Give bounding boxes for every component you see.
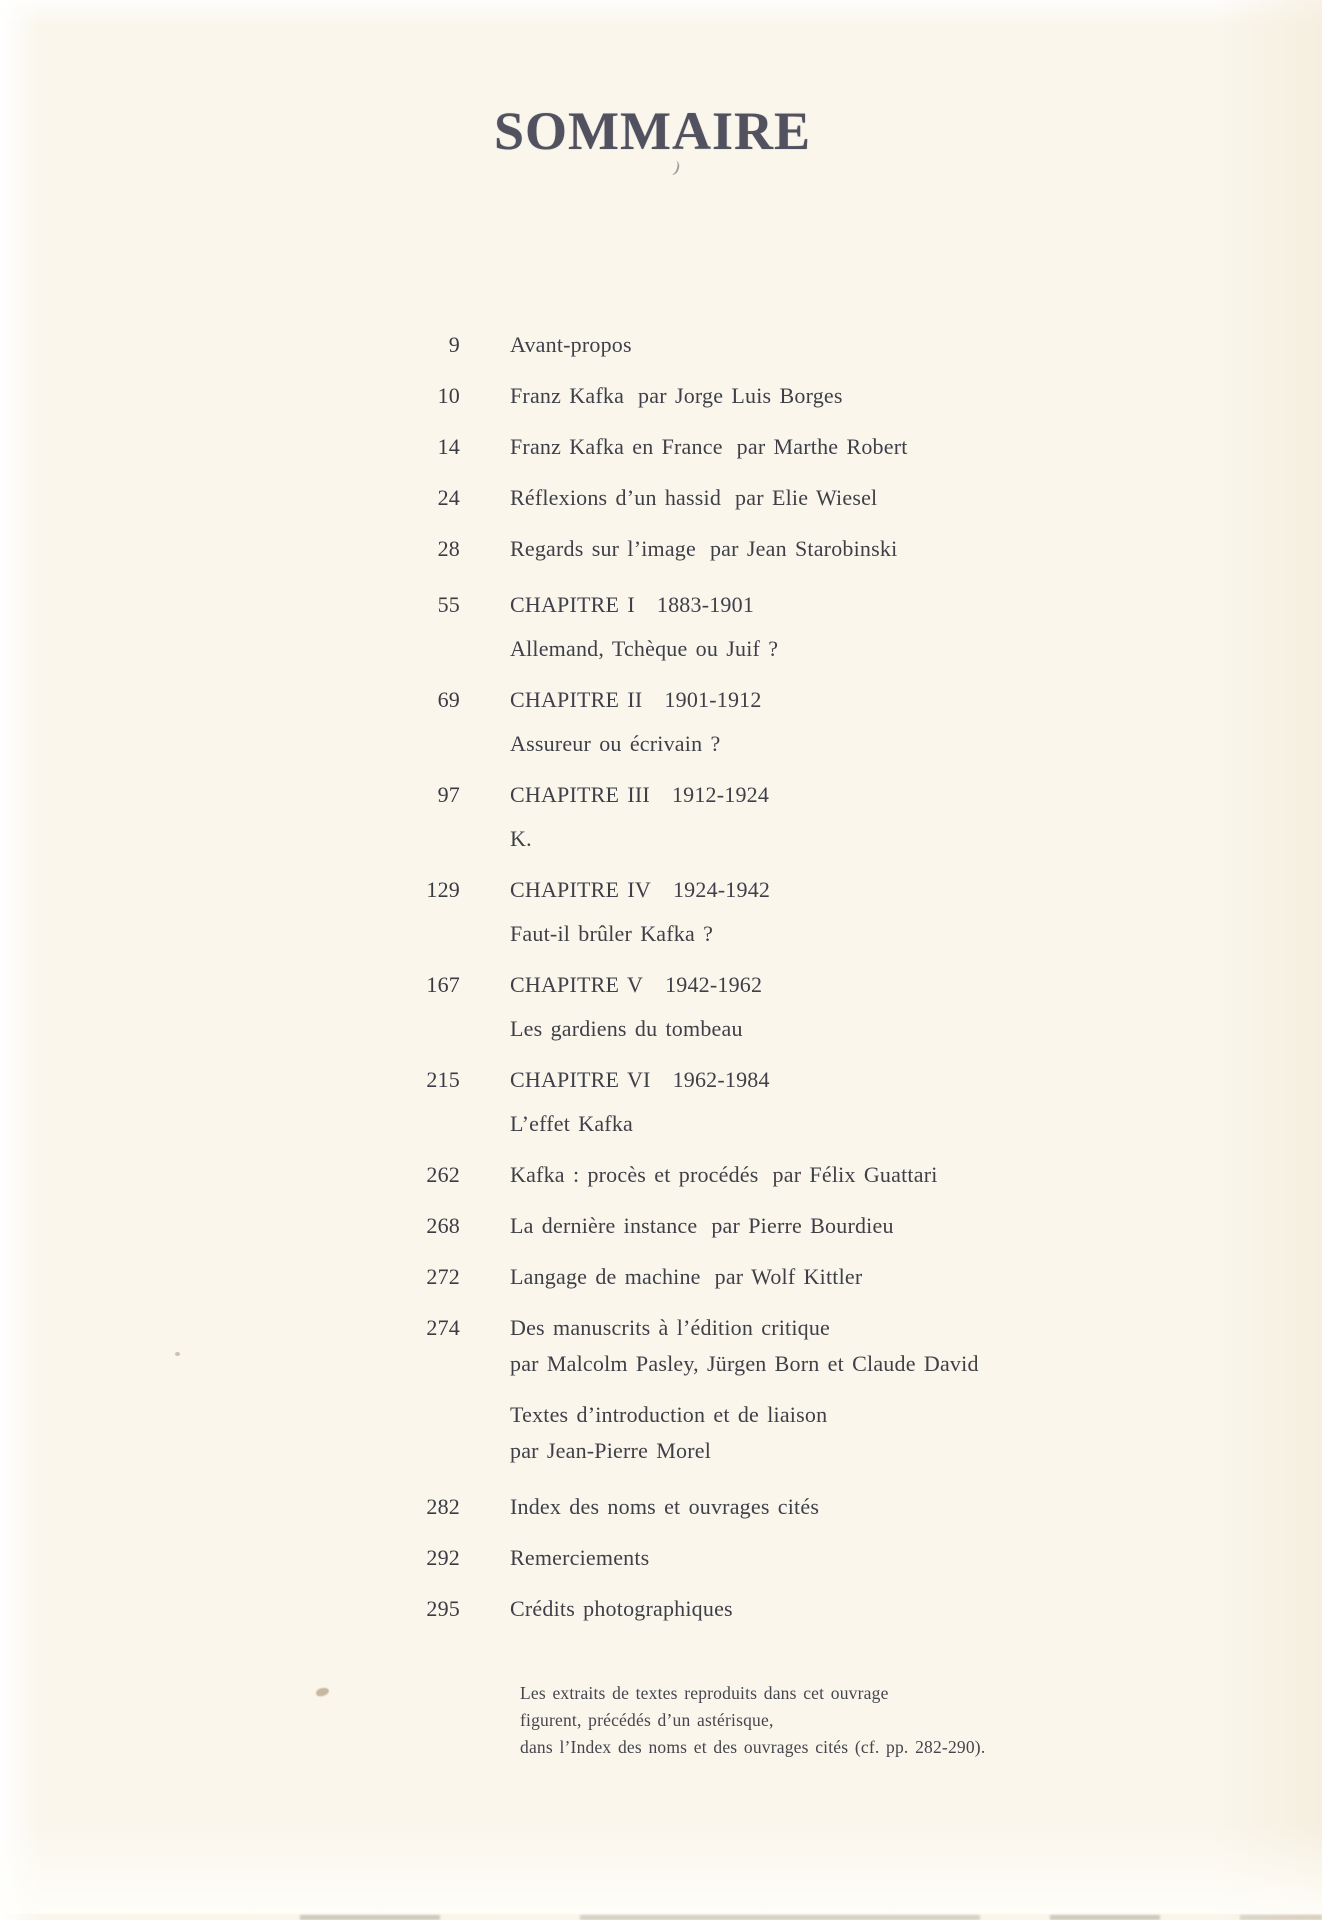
toc-entry-body	[510, 782, 769, 852]
toc-entry-author: par Wolf Kittler	[714, 1264, 863, 1289]
toc-entry-title: Réflexions d’un hassid	[510, 485, 722, 510]
toc-entry-title: Textes d’introduction et de liaison	[510, 1402, 828, 1427]
scan-speck	[666, 159, 681, 177]
toc-entry	[0, 877, 1322, 947]
toc-entry-title: CHAPITRE IV	[510, 877, 651, 902]
toc-page-number: 55	[437, 592, 460, 617]
toc-entry-author: par Félix Guattari	[772, 1162, 938, 1187]
table-of-contents	[0, 332, 1322, 1647]
toc-entry-line	[510, 434, 908, 460]
toc-page-number: 28	[437, 536, 460, 561]
toc-entry-body	[510, 1596, 733, 1622]
toc-entry-line	[510, 383, 843, 409]
toc-entry	[0, 485, 1322, 511]
toc-entry-line	[510, 1162, 938, 1188]
toc-entry-dates: 1883-1901	[656, 592, 755, 617]
toc-page-number: 69	[437, 687, 460, 712]
toc-entry-body	[510, 434, 908, 460]
toc-page-number	[0, 1402, 460, 1464]
toc-page-number: 9	[448, 332, 460, 357]
toc-entry-subtitle: par Malcolm Pasley, Jürgen Born et Claude David	[510, 1351, 979, 1376]
toc-entry-subtitle: L’effet Kafka	[510, 1111, 633, 1136]
toc-entry-body	[510, 1545, 649, 1571]
toc-entry-body	[510, 332, 632, 358]
toc-entry-title: Remerciements	[510, 1545, 650, 1570]
toc-entry	[0, 687, 1322, 757]
toc-page-number: 24	[437, 485, 460, 510]
toc-entry	[0, 1596, 1322, 1622]
toc-entry-dates: 1962-1984	[672, 1067, 770, 1092]
toc-entry-title: CHAPITRE III	[510, 782, 650, 807]
toc-entry-author: par Elie Wiesel	[735, 485, 878, 510]
toc-entry-body	[510, 536, 897, 562]
toc-entry-line	[510, 1545, 649, 1571]
toc-entry	[0, 332, 1322, 358]
toc-entry	[0, 1402, 1322, 1464]
toc-page-number: 215	[426, 1067, 460, 1092]
toc-page-number: 14	[437, 434, 460, 459]
toc-entry-line	[510, 1402, 827, 1428]
toc-entry-subtitle: Les gardiens du tombeau	[510, 1016, 743, 1041]
toc-page-number: 282	[426, 1494, 460, 1519]
toc-entry	[0, 1213, 1322, 1239]
scan-edge-top	[0, 0, 1322, 26]
toc-entry-line	[510, 877, 770, 903]
toc-entry-body	[510, 687, 762, 757]
toc-entry-title: Kafka : procès et procédés	[510, 1162, 759, 1187]
scan-speck	[315, 1686, 330, 1698]
toc-page-number: 262	[426, 1162, 460, 1187]
toc-entry-dates: 1924-1942	[672, 877, 771, 902]
toc-entry-line	[510, 1596, 733, 1622]
toc-page-number: 167	[426, 972, 460, 997]
toc-entry-subtitle: Faut-il brûler Kafka ?	[510, 921, 714, 946]
toc-page-number: 97	[437, 782, 460, 807]
toc-entry	[0, 536, 1322, 562]
toc-entry-title: Franz Kafka	[510, 383, 625, 408]
toc-entry-body	[510, 1494, 819, 1520]
toc-entry-line	[510, 1264, 862, 1290]
toc-entry	[0, 1264, 1322, 1290]
toc-entry	[0, 1545, 1322, 1571]
toc-entry-line	[510, 1213, 894, 1239]
toc-page-number: 268	[426, 1213, 460, 1238]
footnote-line: dans l’Index des noms et des ouvrages cités (cf. pp. 282-290).	[520, 1737, 986, 1757]
toc-entry-line	[510, 332, 632, 358]
toc-page-number: 129	[426, 877, 460, 902]
toc-entry-line	[510, 1067, 770, 1093]
toc-entry-subtitle: Allemand, Tchèque ou Juif ?	[510, 636, 779, 661]
toc-entry-line	[510, 972, 762, 998]
toc-entry-line	[510, 592, 778, 618]
toc-entry-body	[510, 972, 762, 1042]
toc-entry-title: Index des noms et ouvrages cités	[510, 1494, 820, 1519]
toc-entry-title: CHAPITRE I	[510, 592, 635, 617]
toc-entry	[0, 1315, 1322, 1377]
toc-entry-title: CHAPITRE V	[510, 972, 644, 997]
toc-entry-title: Langage de machine	[510, 1264, 701, 1289]
toc-entry-title: Des manuscrits à l’édition critique	[510, 1315, 831, 1340]
toc-entry-dates: 1901-1912	[664, 687, 762, 712]
toc-entry-title: La dernière instance	[510, 1213, 698, 1238]
page-title: SOMMAIRE	[494, 101, 811, 161]
toc-entry-dates: 1942-1962	[665, 972, 763, 997]
toc-entry-body	[510, 383, 843, 409]
toc-entry-title: CHAPITRE II	[510, 687, 643, 712]
toc-entry-line	[510, 536, 897, 562]
toc-entry-body	[510, 485, 877, 511]
toc-entry	[0, 1067, 1322, 1137]
toc-entry	[0, 434, 1322, 460]
toc-entry-line	[510, 782, 769, 808]
toc-entry	[0, 1494, 1322, 1520]
toc-page-number: 274	[426, 1315, 460, 1340]
toc-entry	[0, 972, 1322, 1042]
toc-entry-title: Avant-propos	[510, 332, 632, 357]
toc-entry-body	[510, 1402, 827, 1464]
toc-entry-line	[510, 1315, 979, 1341]
toc-page-number: 10	[437, 383, 460, 408]
toc-entry-dates: 1912-1924	[671, 782, 770, 807]
scan-edge-bottom	[0, 1824, 1322, 1914]
toc-entry-body	[510, 1067, 770, 1137]
footnote-line: figurent, précédés d’un astérisque,	[520, 1710, 774, 1730]
toc-entry-body	[510, 1264, 862, 1290]
toc-entry-author: par Marthe Robert	[736, 434, 908, 459]
toc-entry-body	[510, 1315, 979, 1377]
toc-entry-line	[510, 485, 877, 511]
footnote-line: Les extraits de textes reproduits dans cet ouvrage	[520, 1683, 889, 1703]
toc-entry-author: par Jorge Luis Borges	[638, 383, 843, 408]
toc-entry-subtitle: K.	[510, 826, 532, 851]
toc-entry-author: par Jean Starobinski	[709, 536, 898, 561]
toc-entry	[0, 592, 1322, 662]
toc-entry-body	[510, 1213, 894, 1239]
toc-entry-title: Franz Kafka en France	[510, 434, 723, 459]
toc-entry-title: CHAPITRE VI	[510, 1067, 651, 1092]
toc-entry-line	[510, 1494, 819, 1520]
toc-entry-body	[510, 592, 778, 662]
footnote	[520, 1680, 985, 1761]
toc-page-number: 272	[426, 1264, 460, 1289]
scan-bottom-artifact	[0, 1915, 1322, 1920]
toc-entry	[0, 782, 1322, 852]
toc-entry-line	[510, 687, 762, 713]
toc-page-number: 295	[426, 1596, 460, 1621]
toc-entry	[0, 1162, 1322, 1188]
toc-page-number: 292	[426, 1545, 460, 1570]
toc-entry-title: Regards sur l’image	[510, 536, 696, 561]
toc-entry-subtitle: Assureur ou écrivain ?	[510, 731, 721, 756]
toc-entry-body	[510, 1162, 938, 1188]
toc-entry-title: Crédits photographiques	[510, 1596, 733, 1621]
toc-entry-body	[510, 877, 770, 947]
toc-entry	[0, 383, 1322, 409]
toc-entry-subtitle: par Jean-Pierre Morel	[510, 1438, 712, 1463]
toc-entry-author: par Pierre Bourdieu	[711, 1213, 894, 1238]
